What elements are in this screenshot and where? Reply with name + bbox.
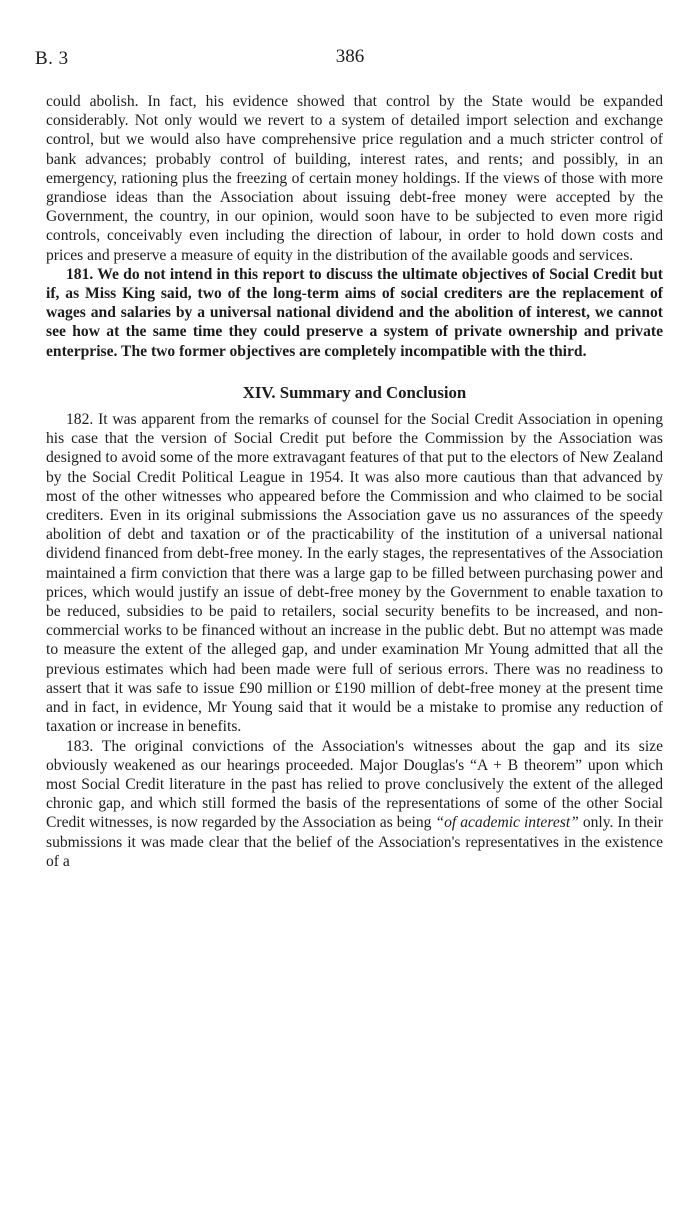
page-number: 386 (335, 46, 365, 67)
paragraph-183-text-a: 183. The original convictions of the Association's witnesses about the gap and its size obviously weakened as our hearings proceeded. Major Douglas's “A + B theorem” upon which most Social Credit literature in the past has relied to prove conclusively the extent of the alleged chronic gap, and which still formed the basis of the representations of some of the other Social Credit witnesses, is now regarded by the Association as being (46, 737, 663, 832)
document-body (46, 92, 663, 871)
paragraph-182: 182. It was apparent from the remarks of counsel for the Social Credit Association in opening his case that the version of Social Credit put before the Commission by the Association was designed to avoid some of the more extravagant features of that put to the electors of New Zealand by the Social Credit Political League in 1954. It was also more cautious than that advanced by most of the other witnesses who appeared before the Commission and who claimed to be social crediters. Even in its original submissions the Association gave us no assurances of the speedy abolition of debt and taxation or of the practicability of the institution of a universal national dividend financed from debt-free money. In the early stages, the representatives of the Association maintained a firm conviction that there was a large gap to be filled between purchasing power and prices, which would justify an issue of debt-free money by the Government to enable taxation to be reduced, subsidies to be paid to retailers, social security benefits to be increased, and non-commercial works to be financed without an increase in the public debt. But no attempt was made to measure the extent of the alleged gap, and under examination Mr Young admitted that all the previous estimates which had been made were full of serious errors. There was no readiness to assert that it was safe to issue £90 million or £190 million of debt-free money at the present time and in fact, in evidence, Mr Young said that it would be a mistake to promise any reduction of taxation or increase in benefits. (46, 411, 663, 736)
paragraph-183-quote: “of academic interest” (435, 814, 579, 832)
paragraph-183 (46, 737, 663, 871)
paragraph-183-text-b: only. In their submissions it was made clear that the belief of the Association's representatives in the existence of a (46, 814, 663, 870)
paragraph-continued: could abolish. In fact, his evidence showed that control by the State would be expanded considerably. Not only would we revert to a system of detailed import selection and exchange control, but we would also have comprehensive price regulation and a much stricter control of bank advances; probably control of building, interest rates, and rents; and possibly, in an emergency, rationing plus the freezing of certain money holdings. If the views of those with more grandiose ideas than the Association about issuing debt-free money were accepted by the Government, the country, in our opinion, would soon have to be subjected to even more rigid controls, conceivably even including the direction of labour, in order to hold down costs and prices and preserve a measure of equity in the distribution of the available goods and services. (46, 93, 663, 264)
section-heading: XIV. Summary and Conclusion (242, 382, 467, 402)
page-reference: B. 3 (35, 48, 69, 69)
paragraph-181: 181. We do not intend in this report to discuss the ultimate objectives of Social Credit but if, as Miss King said, two of the long-term aims of social crediters are the replacement of wages and salaries by a universal national dividend and the abolition of interest, we cannot see how at the same time they could preserve a system of private ownership and private enterprise. The two former objectives are completely incompatible with the third. (46, 265, 663, 360)
